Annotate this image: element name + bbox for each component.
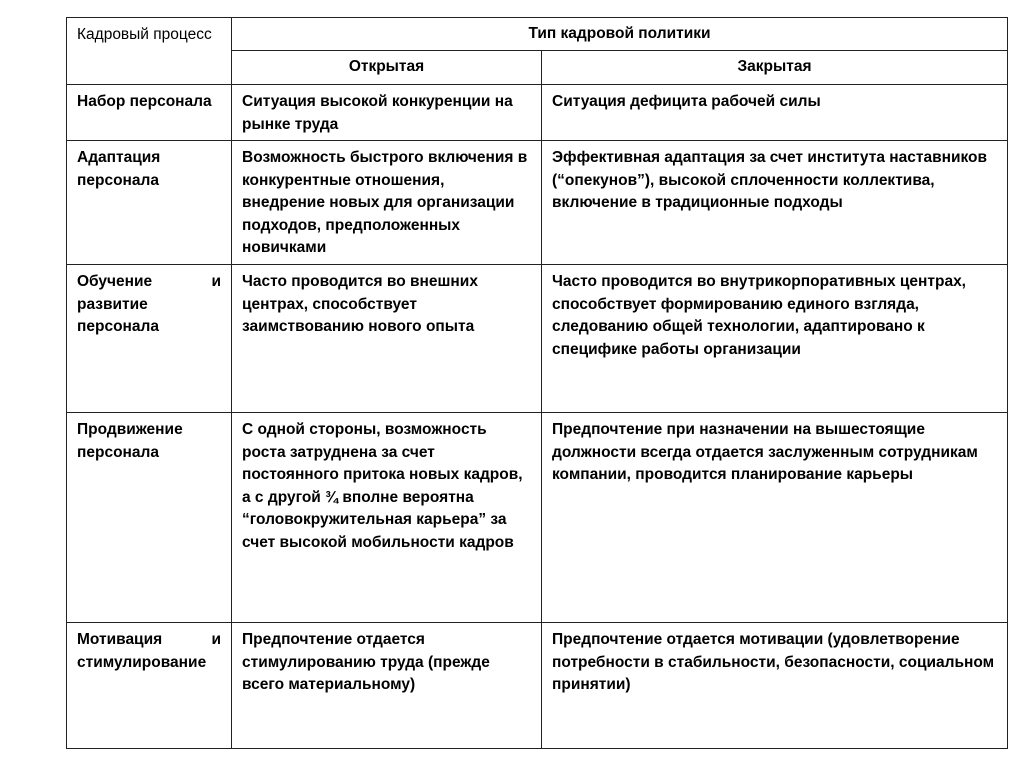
open-cell: С одной стороны, возможность роста затруднена за счет постоянного притока новых кадров, а с другой ¾ вполне вероятна “головокружительная карьера” за счет высокой мобильности кадров <box>232 413 542 623</box>
open-cell: Часто проводится во внешних центрах, способствует заимствованию нового опыта <box>232 265 542 413</box>
open-cell: Ситуация высокой конкуренции на рынке труда <box>232 85 542 141</box>
open-cell: Предпочтение отдается стимулированию труда (прежде всего материальному) <box>232 623 542 749</box>
closed-cell: Эффективная адаптация за счет института наставников (“опекунов”), высокой сплоченности коллектива, включение в традиционные подходы <box>542 141 1008 265</box>
process-cell: Продвижение персонала <box>67 413 232 623</box>
header-open-cell: Открытая <box>232 51 542 85</box>
header-row <box>67 18 1008 51</box>
header-process-cell: Кадровый процесс <box>67 18 232 85</box>
closed-cell: Ситуация дефицита рабочей силы <box>542 85 1008 141</box>
header-closed-cell: Закрытая <box>542 51 1008 85</box>
header-policy-type-cell: Тип кадровой политики <box>232 18 1008 51</box>
process-cell: Набор персонала <box>67 85 232 141</box>
closed-cell: Предпочтение при назначении на вышестоящие должности всегда отдается заслуженным сотрудникам компании, проводится планирование карьеры <box>542 413 1008 623</box>
closed-cell: Часто проводится во внутрикорпоративных центрах, способствует формированию единого взгляда, следованию общей технологии, адаптировано к специфике работы организации <box>542 265 1008 413</box>
process-cell: Адаптация персонала <box>67 141 232 265</box>
table-row <box>67 265 1008 413</box>
process-cell: Обучение и развитие персонала <box>67 265 232 413</box>
hr-policy-table <box>66 17 1008 749</box>
table-row <box>67 85 1008 141</box>
table-row <box>67 623 1008 749</box>
table-row <box>67 413 1008 623</box>
closed-cell: Предпочтение отдается мотивации (удовлетворение потребности в стабильности, безопасности, социальном принятии) <box>542 623 1008 749</box>
open-cell: Возможность быстрого включения в конкурентные отношения, внедрение новых для организации подходов, предположенных новичками <box>232 141 542 265</box>
process-cell: Мотивация и стимулирование <box>67 623 232 749</box>
table-row <box>67 141 1008 265</box>
